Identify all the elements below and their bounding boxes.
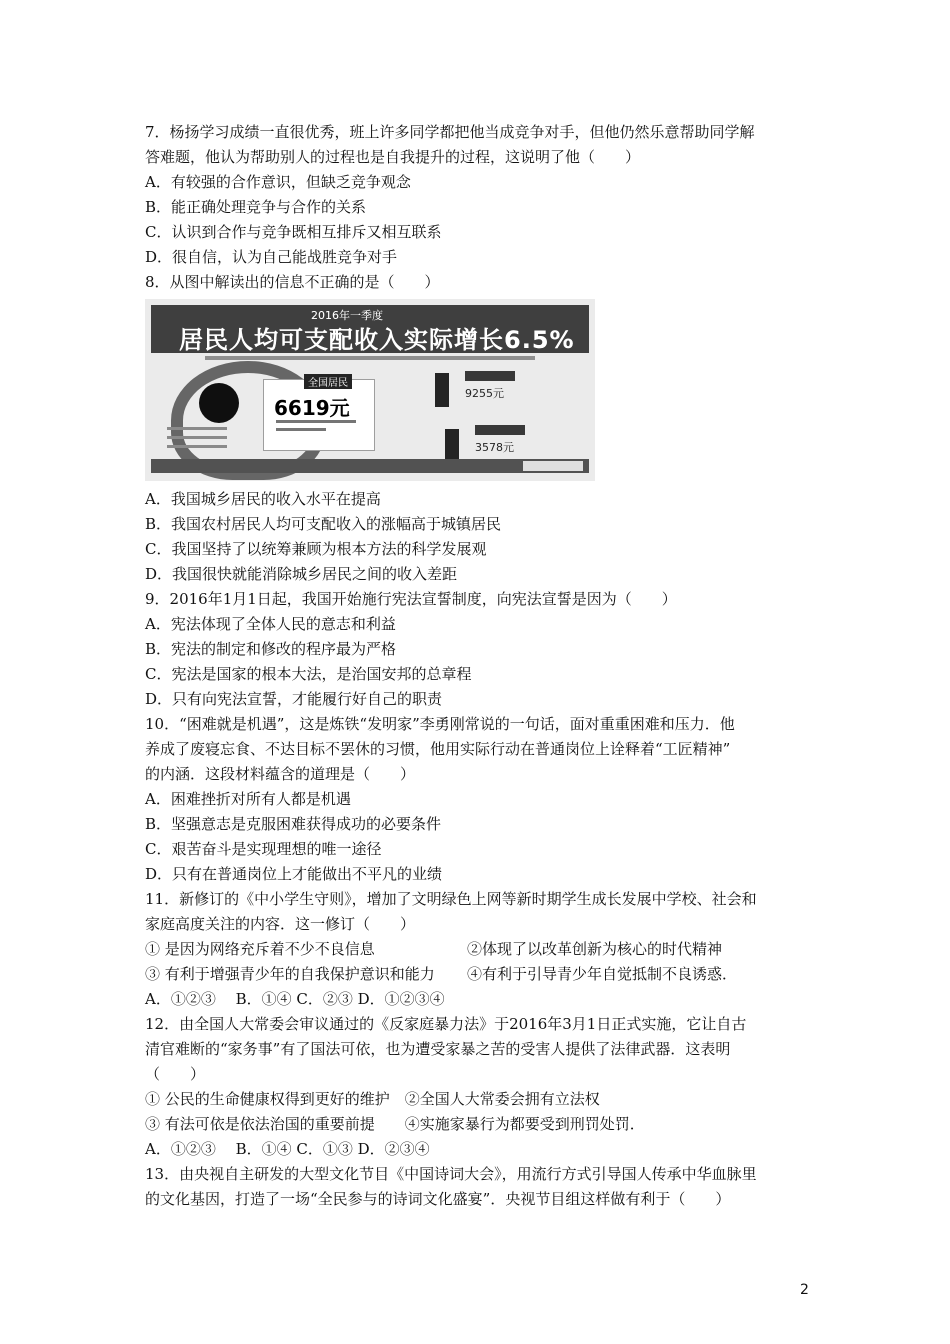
question-12-stem-line-3: （ ） [145, 1065, 206, 1083]
statement-row [145, 962, 815, 987]
question-10-stem-line-3: 的内涵．这段材料蕴含的道理是（ ） [145, 765, 416, 783]
question-11-stem-line-1: 11．新修订的《中小学生守则》，增加了文明绿色上网等新时期学生成长发展中学校、社会和 [145, 890, 757, 908]
question-10-stem-line-2: 养成了废寝忘食、不达目标不罢休的习惯，他用实际行动在普通岗位上诠释着“工匠精神” [145, 740, 731, 758]
option-b: B．能正确处理竞争与合作的关系 [145, 198, 367, 216]
question-9 [145, 587, 815, 712]
question-9-stem: 9．2016年1月1日起，我国开始施行宪法宣誓制度，向宪法宣誓是因为（ ） [145, 590, 677, 608]
option-d: D．很自信，认为自己能战胜竞争对手 [145, 248, 398, 266]
question-13-stem-line-1: 13．由央视自主研发的大型文化节目《中国诗词大会》，用流行方式引导国人传承中华血脉里 [145, 1165, 757, 1183]
question-11-stem-line-2: 家庭高度关注的内容．这一修订（ ） [145, 915, 416, 933]
panel-value: 6619元 [274, 396, 350, 420]
option-b: B．宪法的制定和修改的程序最为严格 [145, 640, 397, 658]
question-7-stem-line-1: 7．杨扬学习成绩一直很优秀，班上许多同学都把他当成竞争对手，但他仍然乐意帮助同学解 [145, 123, 755, 141]
question-12-stem-line-1: 12．由全国人大常委会审议通过的《反家庭暴力法》于2016年3月1日正式实施，它让自古 [145, 1015, 747, 1033]
urban-person-icon [435, 373, 449, 407]
option-b: B．我国农村居民人均可支配收入的涨幅高于城镇居民 [145, 515, 502, 533]
option-a: A．有较强的合作意识，但缺乏竞争观念 [145, 173, 411, 191]
option-a: A．困难挫折对所有人都是机遇 [145, 790, 351, 808]
infographic-legend [167, 427, 227, 454]
option-b: B．坚强意志是克服困难获得成功的必要条件 [145, 815, 442, 833]
urban-income-card [465, 371, 535, 411]
option-c: C．艰苦奋斗是实现理想的唯一途径 [145, 840, 382, 858]
rural-person-icon [445, 429, 459, 463]
option-a: A．我国城乡居民的收入水平在提高 [145, 490, 381, 508]
question-8-stem: 8．从图中解读出的信息不正确的是（ ） [145, 273, 440, 291]
coin-icon [199, 383, 239, 423]
answer-options: A．①②③ B．①④ C．②③ D．①②③④ [145, 990, 445, 1008]
page-number: 2 [800, 1282, 809, 1298]
question-13-stem-line-2: 的文化基因，打造了一场“全民参与的诗词文化盛宴”．央视节目组这样做有利于（ ） [145, 1190, 731, 1208]
urban-income-value: 9255元 [465, 387, 504, 400]
source-logo-icon [523, 461, 583, 471]
question-10 [145, 712, 815, 887]
national-income-panel [263, 379, 375, 451]
income-infographic [145, 299, 595, 481]
question-12-stem-line-2: 清官难断的“家务事”有了国法可依，也为遭受家暴之苦的受害人提供了法律武器．这表明 [145, 1040, 731, 1058]
statement-row: ① 公民的生命健康权得到更好的维护 ②全国人大常委会拥有立法权 [145, 1090, 600, 1108]
infographic-banner [151, 305, 589, 353]
infographic-footer [151, 459, 589, 473]
option-d: D．只有向宪法宣誓，才能履行好自己的职责 [145, 690, 443, 708]
option-c: C．宪法是国家的根本大法，是治国安邦的总章程 [145, 665, 472, 683]
panel-tag: 全国居民 [304, 374, 352, 389]
option-d: D．我国很快就能消除城乡居民之间的收入差距 [145, 565, 458, 583]
statement-3: ③ 有利于增强青少年的自我保护意识和能力 [145, 965, 435, 983]
panel-detail-line [276, 420, 356, 423]
statement-4: ④有利于引导青少年自觉抵制不良诱惑． [467, 965, 738, 983]
option-d: D．只有在普通岗位上才能做出不平凡的业绩 [145, 865, 443, 883]
panel-detail-line [276, 428, 326, 431]
question-13 [145, 1162, 815, 1212]
statement-row: ③ 有法可依是依法治国的重要前提 ④实施家暴行为都要受到刑罚处罚． [145, 1115, 645, 1133]
question-11 [145, 887, 815, 1012]
option-c: C．认识到合作与竞争既相互排斥又相互联系 [145, 223, 442, 241]
statement-1: ① 是因为网络充斥着不少不良信息 [145, 940, 375, 958]
question-list [145, 120, 815, 1212]
question-7-stem-line-2: 答难题，他认为帮助别人的过程也是自我提升的过程，这说明了他（ ） [145, 148, 641, 166]
statement-2: ②体现了以改革创新为核心的时代精神 [467, 940, 723, 958]
infographic-subtitle-bar [205, 356, 535, 360]
statement-row [145, 937, 815, 962]
option-a: A．宪法体现了全体人民的意志和利益 [145, 615, 396, 633]
answer-options: A．①②③ B．①④ C．①③ D．②③④ [145, 1140, 430, 1158]
infographic-headline: 居民人均可支配收入实际增长6.5% [179, 326, 575, 354]
infographic-period: 2016年一季度 [311, 309, 383, 322]
question-7 [145, 120, 815, 270]
question-10-stem-line-1: 10．“困难就是机遇”，这是炼铁“发明家”李勇刚常说的一句话，面对重重困难和压力．他 [145, 715, 735, 733]
rural-income-value: 3578元 [475, 441, 514, 454]
option-c: C．我国坚持了以统筹兼顾为根本方法的科学发展观 [145, 540, 487, 558]
question-12 [145, 1012, 815, 1162]
question-8 [145, 270, 815, 587]
